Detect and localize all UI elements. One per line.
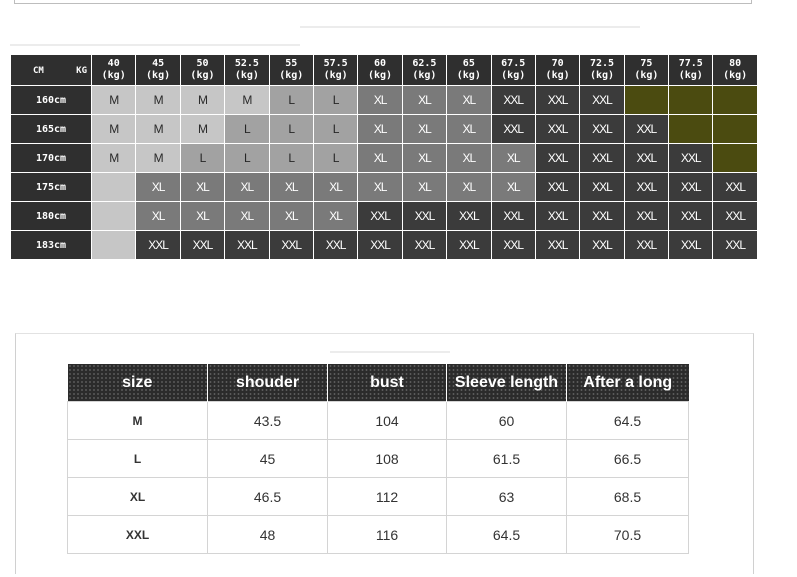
size-cell: L <box>225 115 269 144</box>
size-cell: XL <box>136 202 180 231</box>
weight-header: 65 (kg) <box>447 55 491 86</box>
weight-header: 50 (kg) <box>180 55 224 86</box>
weight-header: 55 (kg) <box>269 55 313 86</box>
size-cell: XL <box>313 202 357 231</box>
size-cell: XXL <box>491 231 535 260</box>
size-cell: M <box>136 144 180 173</box>
column-header-shoulder: shouder <box>208 364 328 402</box>
column-header-sleeve-length: Sleeve length <box>447 364 567 402</box>
size-cell: XL <box>491 144 535 173</box>
size-cell: M <box>136 86 180 115</box>
size-chart-body <box>11 86 758 260</box>
size-cell: XL <box>358 86 402 115</box>
size-cell: XXL <box>491 86 535 115</box>
size-cell: XXL <box>358 231 402 260</box>
weight-header: 62.5 (kg) <box>402 55 446 86</box>
size-cell: L <box>313 144 357 173</box>
empty-cell <box>92 202 136 231</box>
size-cell: XL <box>269 202 313 231</box>
weight-header-row <box>11 55 758 86</box>
size-cell: XL <box>225 173 269 202</box>
shoulder-cell: 43.5 <box>208 402 328 440</box>
size-cell: XL <box>447 144 491 173</box>
bust-cell: 108 <box>328 440 447 478</box>
size-cell: XXL <box>535 202 579 231</box>
empty-cell <box>713 86 757 115</box>
size-cell: XXL <box>624 202 668 231</box>
weight-header: 77.5 (kg) <box>669 55 713 86</box>
measurement-header-row <box>68 364 689 402</box>
height-label: 165cm <box>11 115 92 144</box>
size-chart <box>10 54 758 260</box>
size-cell: XL <box>491 173 535 202</box>
size-cell: L <box>225 144 269 173</box>
size-cell: XL <box>402 86 446 115</box>
size-cell: XXL <box>535 173 579 202</box>
size-cell: XL <box>136 173 180 202</box>
column-header-length: After a long <box>567 364 689 402</box>
size-cell: XXL <box>180 231 224 260</box>
size-cell: XXL <box>624 115 668 144</box>
height-label: 170cm <box>11 144 92 173</box>
table-row <box>68 516 689 554</box>
size-cell: XXL <box>580 144 624 173</box>
size-cell: XXL <box>713 202 757 231</box>
height-label: 175cm <box>11 173 92 202</box>
weight-header: 70 (kg) <box>535 55 579 86</box>
size-cell: XL <box>447 115 491 144</box>
size-cell: XXL <box>669 202 713 231</box>
size-cell: XXL <box>447 202 491 231</box>
size-cell: XXL <box>624 144 668 173</box>
top-divider <box>14 0 752 4</box>
bust-cell: 112 <box>328 478 447 516</box>
sleeve-length-cell: 60 <box>447 402 567 440</box>
size-cell: XXL <box>535 231 579 260</box>
size-cell: XXL <box>624 231 668 260</box>
size-cell: XXL <box>669 173 713 202</box>
chart-corner-cell <box>11 55 92 86</box>
size-cell: M <box>68 402 208 440</box>
size-cell: XL <box>402 144 446 173</box>
weight-header: 52.5 (kg) <box>225 55 269 86</box>
shoulder-cell: 48 <box>208 516 328 554</box>
size-cell: XL <box>358 144 402 173</box>
height-label: 183cm <box>11 231 92 260</box>
size-cell: XL <box>358 173 402 202</box>
table-row <box>11 115 758 144</box>
size-cell: L <box>269 86 313 115</box>
empty-cell <box>669 86 713 115</box>
table-row <box>68 478 689 516</box>
weight-header: 40 (kg) <box>92 55 136 86</box>
size-cell: XL <box>180 202 224 231</box>
size-cell: XL <box>225 202 269 231</box>
size-cell: XXL <box>447 231 491 260</box>
table-row <box>68 402 689 440</box>
weight-header: 67.5 (kg) <box>491 55 535 86</box>
length-cell: 64.5 <box>567 402 689 440</box>
length-cell: 70.5 <box>567 516 689 554</box>
size-cell: XXL <box>68 516 208 554</box>
column-header-size: size <box>68 364 208 402</box>
shoulder-cell: 45 <box>208 440 328 478</box>
weight-header: 80 (kg) <box>713 55 757 86</box>
empty-cell <box>669 115 713 144</box>
size-cell: XXL <box>580 231 624 260</box>
weight-header: 72.5 (kg) <box>580 55 624 86</box>
weight-header: 75 (kg) <box>624 55 668 86</box>
size-cell: M <box>180 86 224 115</box>
size-cell: XXL <box>358 202 402 231</box>
size-cell: XXL <box>713 173 757 202</box>
weight-header: 60 (kg) <box>358 55 402 86</box>
shoulder-cell: 46.5 <box>208 478 328 516</box>
size-cell: XXL <box>580 173 624 202</box>
size-cell: XL <box>313 173 357 202</box>
height-axis-label: CM <box>33 66 44 76</box>
size-cell: XL <box>180 173 224 202</box>
size-cell: XL <box>269 173 313 202</box>
empty-cell <box>713 144 757 173</box>
size-cell: XXL <box>669 231 713 260</box>
size-cell: XXL <box>225 231 269 260</box>
size-cell: XXL <box>136 231 180 260</box>
length-cell: 68.5 <box>567 478 689 516</box>
size-cell: XXL <box>580 202 624 231</box>
size-cell: L <box>180 144 224 173</box>
height-label: 160cm <box>11 86 92 115</box>
size-cell: L <box>313 115 357 144</box>
size-cell: XXL <box>535 144 579 173</box>
table-row <box>68 440 689 478</box>
size-cell: XXL <box>535 115 579 144</box>
size-cell: M <box>92 115 136 144</box>
sleeve-length-cell: 63 <box>447 478 567 516</box>
weight-axis-label: KG <box>76 66 87 76</box>
measurement-table <box>67 364 689 554</box>
length-cell: 66.5 <box>567 440 689 478</box>
size-cell: XL <box>68 478 208 516</box>
size-cell: M <box>92 144 136 173</box>
size-cell: XL <box>447 86 491 115</box>
size-cell: M <box>136 115 180 144</box>
size-cell: XXL <box>580 86 624 115</box>
weight-header: 57.5 (kg) <box>313 55 357 86</box>
table-row <box>11 144 758 173</box>
size-cell: M <box>225 86 269 115</box>
size-cell: XXL <box>313 231 357 260</box>
size-cell: XL <box>402 173 446 202</box>
size-cell: L <box>269 144 313 173</box>
size-cell: XL <box>402 115 446 144</box>
bust-cell: 104 <box>328 402 447 440</box>
empty-cell <box>713 115 757 144</box>
table-row <box>11 86 758 115</box>
size-cell: M <box>92 86 136 115</box>
size-cell: L <box>68 440 208 478</box>
column-header-bust: bust <box>328 364 447 402</box>
empty-cell <box>624 86 668 115</box>
height-label: 180cm <box>11 202 92 231</box>
size-cell: XXL <box>491 202 535 231</box>
size-cell: L <box>313 86 357 115</box>
size-cell: XXL <box>580 115 624 144</box>
empty-cell <box>92 173 136 202</box>
empty-cell <box>92 231 136 260</box>
table-row <box>11 231 758 260</box>
faint-rule <box>300 26 640 28</box>
bust-cell: 116 <box>328 516 447 554</box>
sleeve-length-cell: 61.5 <box>447 440 567 478</box>
size-cell: XXL <box>713 231 757 260</box>
size-cell: XL <box>447 173 491 202</box>
weight-header: 45 (kg) <box>136 55 180 86</box>
size-cell: L <box>269 115 313 144</box>
size-cell: XXL <box>491 115 535 144</box>
size-cell: XL <box>358 115 402 144</box>
size-cell: XXL <box>402 231 446 260</box>
faint-rule <box>10 44 300 46</box>
size-cell: XXL <box>269 231 313 260</box>
size-cell: XXL <box>669 144 713 173</box>
size-cell: XXL <box>624 173 668 202</box>
size-cell: XXL <box>535 86 579 115</box>
table-row <box>11 202 758 231</box>
table-row <box>11 173 758 202</box>
size-cell: M <box>180 115 224 144</box>
sleeve-length-cell: 64.5 <box>447 516 567 554</box>
size-cell: XXL <box>402 202 446 231</box>
